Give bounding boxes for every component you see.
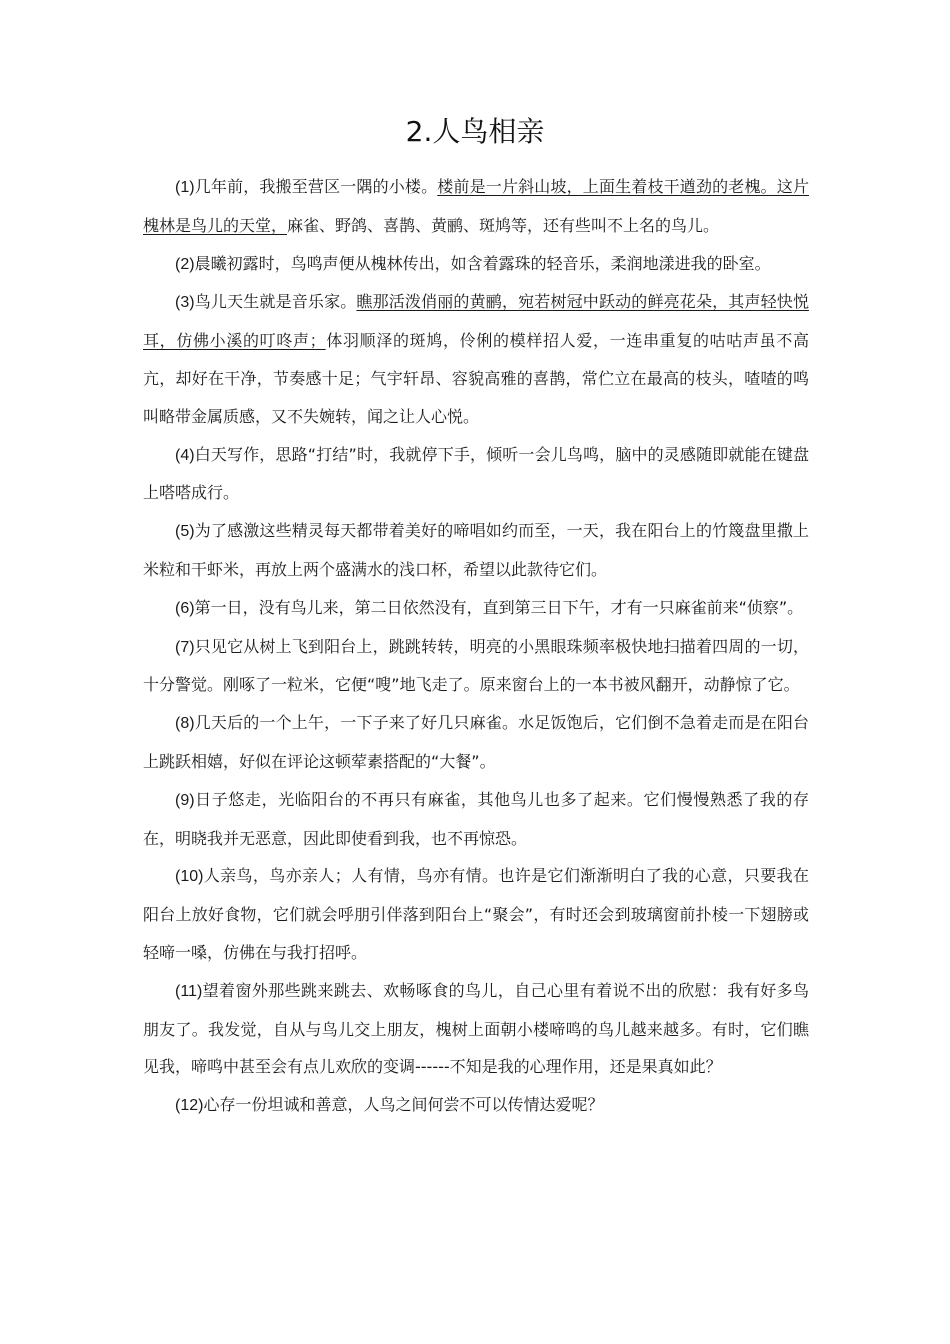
- paragraph-text: 第一日，没有鸟儿来，第二日依然没有，直到第三日下午，才有一只麻雀前来“侦察”。: [194, 597, 804, 617]
- paragraph-text: 心存一份坦诚和善意，人鸟之间何尝不可以传情达爱呢？: [203, 1095, 604, 1115]
- paragraph: [143, 972, 809, 1086]
- paragraph: [143, 704, 809, 781]
- paragraph-number: (9): [175, 791, 195, 809]
- paragraph-number: (4): [175, 446, 195, 464]
- paragraph-text: 白天写作，思路“打结”时，我就停下手，倾听一会儿鸟鸣，脑中的灵感随即就能在键盘上嗒嗒成行。: [143, 444, 809, 503]
- paragraph-number: (7): [175, 638, 195, 656]
- paragraph: [143, 436, 809, 513]
- article-body: [143, 168, 809, 1125]
- paragraph-text: 望着窗外那些跳来跳去、欢畅啄食的鸟儿，自己心里有着说不出的欣慰：我有好多鸟朋友了。我发觉，自从与鸟儿交上朋友，槐树上面朝小楼啼鸣的鸟儿越来越多。有时，它们瞧见我，啼鸣中甚至会有点儿欢欣的变调------不知是我的心理作用，还是果真如此？: [143, 980, 809, 1077]
- paragraph-number: (1): [175, 179, 195, 196]
- paragraph-text: 麻雀、野鸽、喜鹊、黄鹂、斑鸠等，还有些叫不上名的鸟儿。: [287, 215, 720, 235]
- paragraph-text: 为了感激这些精灵每天都带着美好的啼唱如约而至，一天，我在阳台上的竹篾盘里撒上米粒和干虾米，再放上两个盛满水的浅口杯，希望以此款待它们。: [143, 521, 809, 579]
- paragraph-text: 只见它从树上飞到阳台上，跳跳转转，明亮的小黑眼珠频率极快地扫描着四周的一切，十分警觉。刚啄了一粒米，它便“嗖”地飞走了。原来窗台上的一本书被风翻开，动静惊了它。: [143, 636, 809, 695]
- underlined-text: 楼前是一片斜山坡，上面生着枝干遒劲的老槐。这片槐林是鸟儿的天堂，: [143, 177, 809, 235]
- paragraph-text: 几天后的一个上午，一下子来了好几只麻雀。水足饭饱后，它们倒不急着走而是在阳台上跳跃相嬉，好似在评论这顿荤素搭配的“大餐”。: [143, 713, 809, 771]
- paragraph: [143, 168, 809, 245]
- paragraph: [143, 245, 809, 284]
- underlined-text: 瞧那活泼俏丽的黄鹂，宛若树冠中跃动的鲜亮花朵，其声轻快悦耳，仿佛小溪的叮咚声；: [143, 292, 809, 351]
- paragraph-text: 体羽顺泽的斑鸠，伶俐的模样招人爱，一连串重复的咕咕声虽不高亢，却好在干净，节奏感十足；气宇轩昂、容貌高雅的喜鹊，常伫立在最高的枝头，喳喳的鸣叫略带金属质感，又不失婉转，闻之让人心悦。: [143, 331, 809, 426]
- paragraph: [143, 512, 809, 589]
- paragraph-number: (2): [175, 255, 195, 273]
- paragraph: [143, 283, 809, 435]
- paragraph: [143, 628, 809, 705]
- paragraph-number: (11): [175, 982, 203, 1000]
- paragraph-text: 几年前，我搬至营区一隅的小楼。: [194, 177, 438, 196]
- paragraph-number: (5): [175, 523, 195, 541]
- paragraph-text: 鸟儿天生就是音乐家。: [194, 292, 357, 312]
- paragraph-text: 人亲鸟，鸟亦亲人；人有情，鸟亦有情。也许是它们渐渐明白了我的心意，只要我在阳台上放好食物，它们就会呼朋引伴落到阳台上“聚会”，有时还会到玻璃窗前扑棱一下翅膀或轻啼一嗓，仿佛在与我打招呼。: [143, 866, 809, 962]
- paragraph-number: (8): [175, 715, 195, 733]
- paragraph: [143, 857, 809, 971]
- paragraph: [143, 589, 809, 628]
- paragraph: [143, 1086, 809, 1125]
- paragraph-number: (10): [175, 868, 204, 886]
- paragraph: [143, 781, 809, 858]
- paragraph-text: 晨曦初露时，鸟鸣声便从槐林传出，如含着露珠的轻音乐，柔润地漾进我的卧室。: [194, 253, 771, 273]
- paragraph-number: (6): [175, 599, 195, 617]
- paragraph-number: (3): [175, 294, 195, 312]
- paragraph-text: 日子悠走，光临阳台的不再只有麻雀，其他鸟儿也多了起来。它们慢慢熟悉了我的存在，明晓我并无恶意，因此即使看到我，也不再惊恐。: [143, 789, 809, 848]
- article-title: 2.人鸟相亲: [405, 115, 545, 148]
- paragraph-number: (12): [175, 1097, 204, 1115]
